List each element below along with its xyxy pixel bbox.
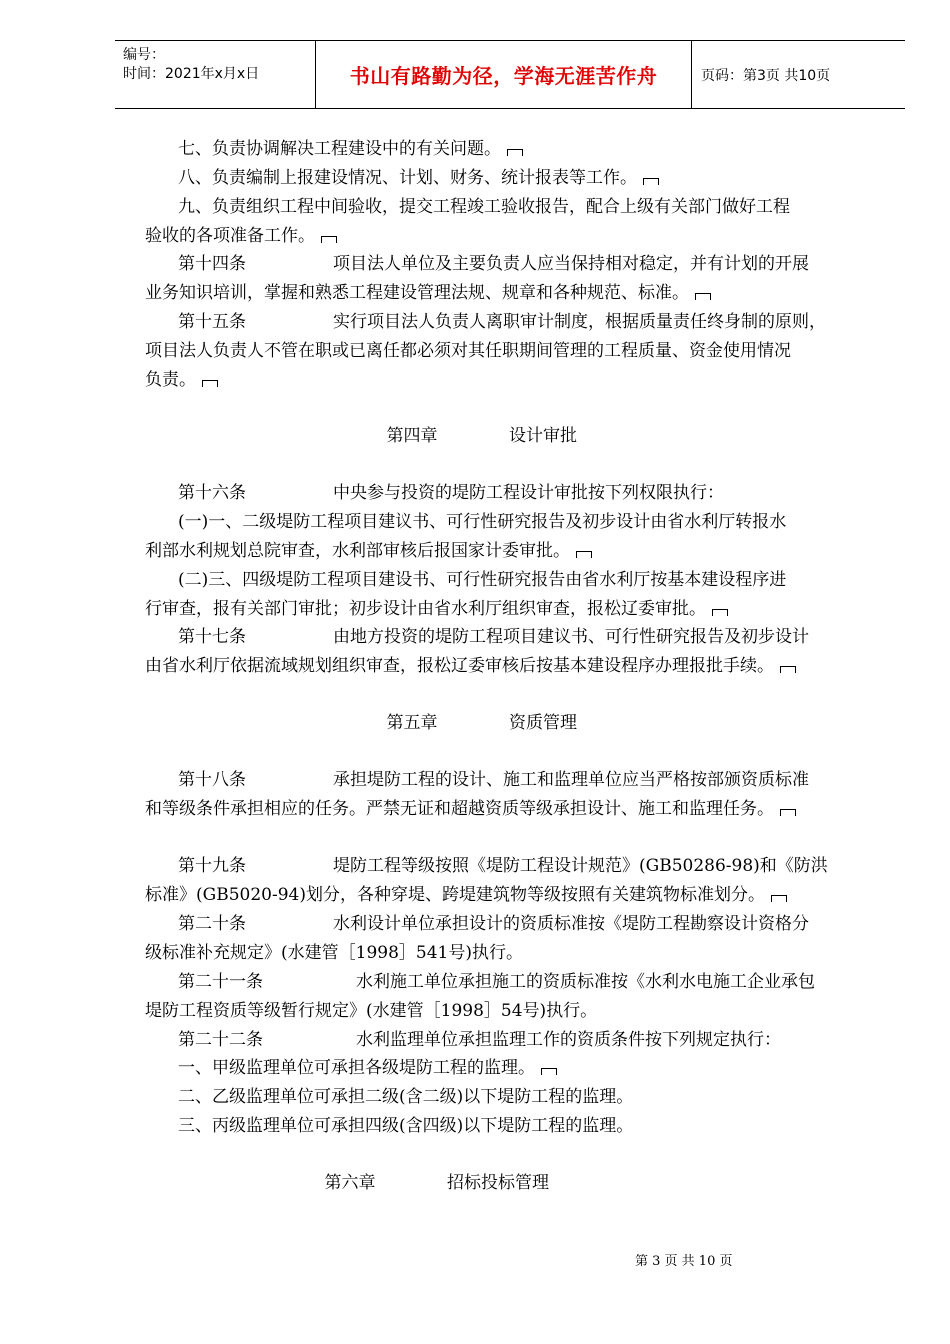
- page-footer: 第 3 页 共 10 页: [635, 1254, 733, 1269]
- article-17: 第十七条 由地方投资的堤防工程项目建议书、可行性研究报告及初步设计: [178, 627, 809, 647]
- paragraph-mark-icon: [576, 551, 592, 558]
- paragraph-mark-icon: [780, 666, 796, 673]
- article-15: 第十五条 实行项目法人负责人离职审计制度，根据质量责任终身制的原则，: [178, 312, 826, 332]
- header-page-label: 页码：第3页 共10页: [701, 67, 831, 84]
- article-20: 第二十条 水利设计单位承担设计的资质标准按《堤防工程勘察设计资格分: [178, 914, 809, 934]
- paragraph-mark-icon: [771, 895, 787, 902]
- article-number: 第十九条: [178, 856, 246, 876]
- list-item: 一、甲级监理单位可承担各级堤防工程的监理。: [178, 1058, 557, 1078]
- list-item: 三、丙级监理单位可承担四级(含四级)以下堤防工程的监理。: [178, 1116, 634, 1136]
- article-number: 第十四条: [178, 254, 246, 274]
- article-number: 第二十二条: [178, 1030, 263, 1050]
- paragraph-line: 项目法人负责人不管在职或已离任都必须对其任职期间管理的工程质量、资金使用情况: [145, 341, 791, 361]
- chapter-6-title: 第六章 招标投标管理: [324, 1173, 549, 1193]
- paragraph-line: 级标准补充规定》(水建管［1998］541号)执行。: [145, 943, 523, 963]
- article-number: 第十八条: [178, 770, 246, 790]
- article-number: 第二十条: [178, 914, 246, 934]
- paragraph-mark-icon: [643, 178, 659, 185]
- paragraph-line: 和等级条件承担相应的任务。严禁无证和超越资质等级承担设计、施工和监理任务。: [145, 799, 796, 819]
- paragraph-mark-icon: [507, 149, 523, 156]
- paragraph-line: 业务知识培训，掌握和熟悉工程建设管理法规、规章和各种规范、标准。: [145, 283, 711, 303]
- article-number: 第二十一条: [178, 972, 263, 992]
- paragraph-line: 堤防工程资质等级暂行规定》(水建管［1998］54号)执行。: [145, 1001, 598, 1021]
- article-number: 第十六条: [178, 483, 246, 503]
- paragraph-line: 八、负责编制上报建设情况、计划、财务、统计报表等工作。: [178, 168, 659, 188]
- paragraph-line: 利部水利规划总院审查，水利部审核后报国家计委审批。: [145, 541, 592, 561]
- article-number: 第十七条: [178, 627, 246, 647]
- paragraph-line: 七、负责协调解决工程建设中的有关问题。: [178, 139, 523, 159]
- header-motto: 书山有路勤为径，学海无涯苦作舟: [349, 64, 658, 88]
- document-number-label: 编号：: [123, 47, 165, 63]
- paragraph-line: 九、负责组织工程中间验收，提交工程竣工验收报告，配合上级有关部门做好工程: [178, 197, 790, 217]
- article-18: 第十八条 承担堤防工程的设计、施工和监理单位应当严格按部颁资质标准: [178, 770, 809, 790]
- paragraph-mark-icon: [712, 609, 728, 616]
- paragraph-mark-icon: [780, 809, 796, 816]
- paragraph-mark-icon: [695, 293, 711, 300]
- chapter-4-title: 第四章 设计审批: [386, 426, 577, 446]
- list-item: 二、乙级监理单位可承担二级(含二级)以下堤防工程的监理。: [178, 1087, 634, 1107]
- article-19: 第十九条 堤防工程等级按照《堤防工程设计规范》(GB50286-98)和《防洪: [178, 856, 828, 876]
- article-21: 第二十一条 水利施工单位承担施工的资质标准按《水利水电施工企业承包: [178, 972, 815, 992]
- paragraph-line: 验收的各项准备工作。: [145, 226, 337, 246]
- paragraph-line: 由省水利厅依据流域规划组织审查，报松辽委审核后按基本建设程序办理报批手续。: [145, 656, 796, 676]
- document-time-label: 时间：2021年x月x日: [123, 66, 260, 82]
- paragraph-line: 行审查，报有关部门审批；初步设计由省水利厅组织审查，报松辽委审批。: [145, 599, 728, 619]
- list-item: (二)三、四级堤防工程项目建设书、可行性研究报告由省水利厅按基本建设程序进: [178, 570, 787, 590]
- paragraph-line: 标准》(GB5020-94)划分，各种穿堤、跨堤建筑物等级按照有关建筑物标准划分。: [145, 885, 787, 905]
- paragraph-mark-icon: [541, 1068, 557, 1075]
- article-22: 第二十二条 水利监理单位承担监理工作的资质条件按下列规定执行：: [178, 1030, 781, 1050]
- article-16: 第十六条 中央参与投资的堤防工程设计审批按下列权限执行：: [178, 483, 724, 503]
- paragraph-line: 负责。: [145, 370, 218, 390]
- paragraph-mark-icon: [202, 380, 218, 387]
- paragraph-mark-icon: [321, 236, 337, 243]
- chapter-5-title: 第五章 资质管理: [386, 713, 577, 733]
- article-number: 第十五条: [178, 312, 246, 332]
- list-item: (一)一、二级堤防工程项目建议书、可行性研究报告及初步设计由省水利厅转报水: [178, 512, 787, 532]
- article-14: 第十四条 项目法人单位及主要负责人应当保持相对稳定，并有计划的开展: [178, 254, 809, 274]
